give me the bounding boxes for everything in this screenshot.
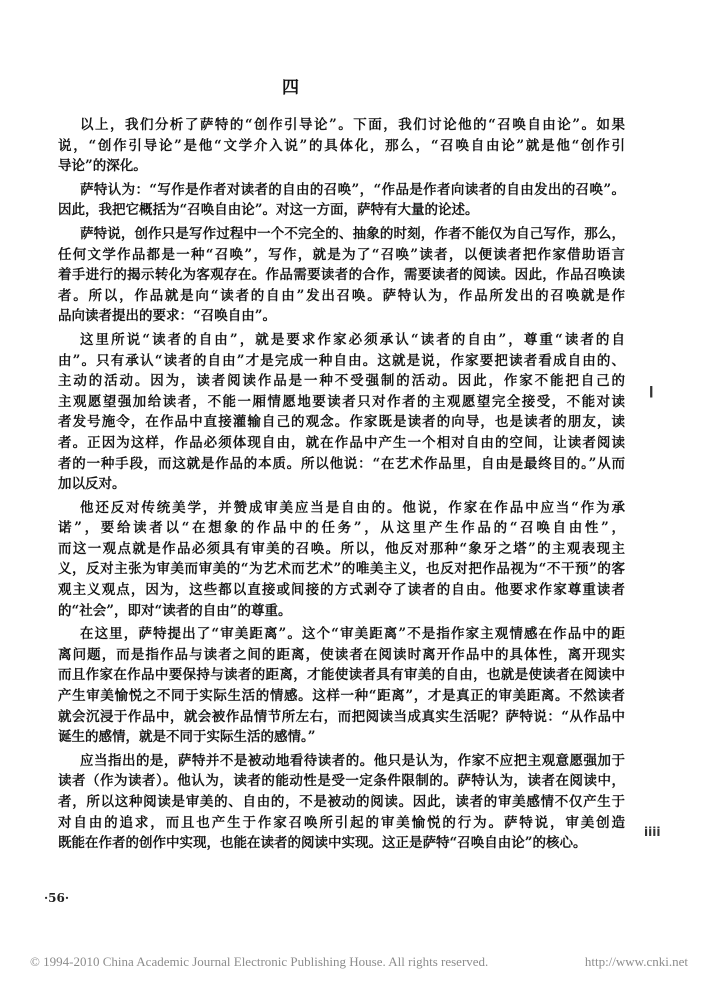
text-line: 品向读者提出的要求：“召唤自由”。	[58, 308, 277, 325]
paragraph	[58, 498, 625, 622]
paragraph	[58, 224, 625, 327]
paragraph	[58, 624, 625, 748]
paragraph	[58, 180, 625, 221]
copyright-url[interactable]: http://www.cnki.net	[584, 954, 688, 969]
text-line: 者。正因为这样，作品必须体现自由，就在作品中产生一个相对自由的空间，让读者阅读	[58, 434, 625, 451]
text-line: 义，反对主张为审美而审美的“为艺术而艺术”的唯美主义，也反对把作品视为“不干预”的客	[58, 561, 625, 578]
text-line: 以上，我们分析了萨特的“创作引导论”。下面，我们讨论他的“召唤自由论”。如果	[80, 117, 625, 133]
text-line: 产生审美愉悦之不同于实际生活的情感。这样一种“距离”，才是真正的审美距离。不然读者	[58, 688, 625, 705]
text-line: 主动的活动。因为，读者阅读作品是一种不受强制的活动。因此，作家不能把自己的	[58, 373, 625, 390]
text-line: 加以反对。	[58, 476, 126, 493]
text-line: 而且作家在作品中要保持与读者的距离，才能使读者具有审美的自由，也就是使读者在阅读中	[58, 667, 625, 684]
text-line: 着手进行的揭示转化为客观存在。作品需要读者的合作，需要读者的阅读。因此，作品召唤读	[58, 267, 625, 284]
text-line: 在这里，萨特提出了“审美距离”。这个“审美距离”不是指作家主观情感在作品中的距	[80, 626, 625, 643]
section-heading: 四	[282, 78, 299, 98]
article-body	[58, 115, 625, 854]
text-line: 就会沉浸于作品中，就会被作品情节所左右，而把阅读当成真实生活呢？萨特说：“从作品中	[58, 708, 625, 725]
text-line: 主观愿望强加给读者，不能一厢情愿地要读者只对作者的主观愿望完全接受，不能对读	[58, 393, 625, 410]
text-line: 导论”的深化。	[58, 158, 147, 175]
text-line: 观主义观点，因为，这些都以直接或间接的方式剥夺了读者的自由。他要求作家尊重读者	[58, 582, 625, 599]
text-line: 萨特说，创作只是写作过程中一个不完全的、抽象的时刻，作者不能仅为自己写作，那么，	[80, 225, 625, 242]
margin-mark: iiii	[644, 825, 661, 839]
paragraph	[58, 115, 625, 177]
text-line: 者发号施令，在作品中直接灌输自己的观念。作家既是读者的向导，也是读者的朋友，读	[58, 414, 625, 431]
text-line: 诞生的感情，就是不同于实际生活的感情。”	[58, 729, 316, 746]
paragraph	[58, 751, 625, 854]
text-line: 者，所以这种阅读是审美的、自由的，不是被动的阅读。因此，读者的审美感情不仅产生于	[58, 794, 625, 810]
text-line: 由”。只有承认“读者的自由”才是完成一种自由。这就是说，作家要把读者看成自由的、	[58, 352, 625, 369]
text-line: 因此，我把它概括为“召唤自由论”。对这一方面，萨特有大量的论述。	[58, 202, 479, 219]
paragraph	[58, 330, 625, 495]
text-line: 读者（作为读者）。他认为，读者的能动性是受一定条件限制的。萨特认为，读者在阅读中，	[58, 773, 625, 790]
text-line: 既能在作者的创作中实现，也能在读者的阅读中实现。这正是萨特“召唤自由论”的核心。	[58, 835, 587, 852]
page-number: ·56·	[44, 891, 70, 905]
text-line: 对自由的追求，而且也产生于作家召唤所引起的审美愉悦的行为。萨特说，审美创造	[58, 814, 625, 831]
text-line: 他还反对传统美学，并赞成审美应当是自由的。他说，作家在作品中应当“作为承	[80, 499, 625, 516]
text-line: 诺”，要给读者以“在想象的作品中的任务”，从这里产生作品的“召唤自由性”，	[58, 520, 625, 537]
text-line: 者。所以，作品就是向“读者的自由”发出召唤。萨特认为，作品所发出的召唤就是作	[58, 287, 625, 304]
text-line: 离问题，而是指作品与读者之间的距离，使读者在阅读时离开作品中的具体性，离开现实	[58, 646, 625, 663]
text-line: 而这一观点就是作品必须具有审美的召唤。所以，他反对那种“象牙之塔”的主观表现主	[58, 540, 625, 557]
margin-mark: ǀ	[649, 384, 654, 398]
text-line: 的“社会”，即对“读者的自由”的尊重。	[58, 602, 292, 619]
copyright-notice: © 1994-2010 China Academic Journal Electronic Publishing House. All rights reserved.	[30, 954, 489, 969]
text-line: 者的一种手段，而这就是作品的本质。所以他说：“在艺术作品里，自由是最终目的。”从而	[58, 455, 625, 472]
text-line: 应当指出的是，萨特并不是被动地看待读者的。他只是认为，作家不应把主观意愿强加于	[80, 752, 625, 769]
text-line: 任何文学作品都是一种“召唤”，写作，就是为了“召唤”读者，以便读者把作家借助语言	[58, 246, 625, 263]
text-line: 萨特认为：“写作是作者对读者的自由的召唤”，“作品是作者向读者的自由发出的召唤”。	[80, 181, 625, 198]
text-line: 这里所说“读者的自由”，就是要求作家必须承认“读者的自由”，尊重“读者的自	[80, 331, 625, 348]
text-line: 说，“创作引导论”是他“文学介入说”的具体化，那么，“召唤自由论”就是他“创作引	[58, 137, 625, 154]
